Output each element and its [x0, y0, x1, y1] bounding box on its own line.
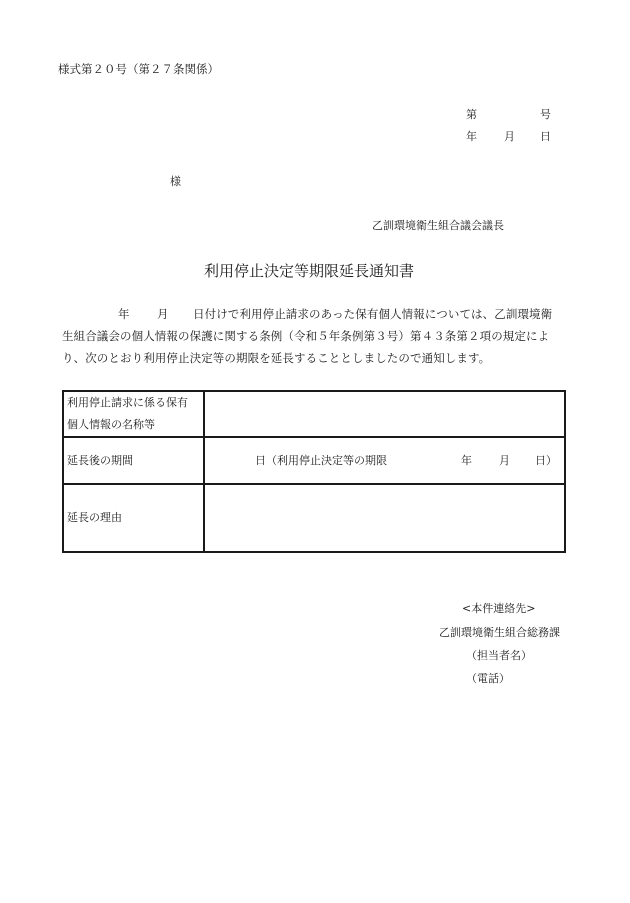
info-table [62, 390, 566, 553]
table-row [63, 391, 565, 437]
reason-value[interactable] [204, 484, 565, 552]
doc-number-suffix: 号 [540, 108, 551, 121]
body-year: 年 [118, 307, 130, 321]
table-row [63, 484, 565, 552]
sender: 乙訓環境衛生組合議会議長 [372, 219, 504, 232]
info-name-value[interactable] [204, 391, 565, 437]
page-title: 利用停止決定等期限延長通知書 [204, 262, 415, 280]
info-name-label-line1: 利用停止請求に係る保有 [67, 396, 188, 409]
period-day: 日（利用停止決定等の期限 [255, 454, 387, 467]
contact-person: （担当者名） [466, 649, 532, 662]
date-month: 月 [504, 130, 515, 143]
contact-phone: （電話） [466, 672, 510, 685]
addressee-suffix: 様 [170, 175, 181, 188]
date-year: 年 [466, 130, 477, 143]
period-label: 延長後の期間 [63, 437, 204, 484]
contact-heading: <本件連絡先> [462, 602, 536, 615]
reason-label: 延長の理由 [63, 484, 204, 552]
period-month: 月 [499, 454, 510, 467]
info-name-label-line2: 個人情報の名称等 [67, 418, 155, 431]
period-year: 年 [461, 454, 472, 467]
info-name-label [63, 391, 204, 437]
date-day: 日 [540, 130, 551, 143]
body-line-2: 生組合議会の個人情報の保護に関する条例（令和５年条例第３号）第４３条第２項の規定によ [62, 329, 550, 343]
contact-department: 乙訓環境衛生組合総務課 [439, 626, 560, 639]
period-value[interactable] [204, 437, 565, 484]
body-line-1: 日付けで利用停止請求のあった保有個人情報については、乙訓環境衛 [193, 307, 553, 321]
body-line-3: り、次のとおり利用停止決定等の期限を延長することとしましたので通知します。 [62, 351, 491, 365]
table-row [63, 437, 565, 484]
form-number: 様式第２０号（第２７条関係） [58, 62, 219, 76]
body-month: 月 [157, 307, 169, 321]
doc-number-prefix: 第 [466, 108, 477, 121]
period-end: 日） [535, 454, 557, 467]
